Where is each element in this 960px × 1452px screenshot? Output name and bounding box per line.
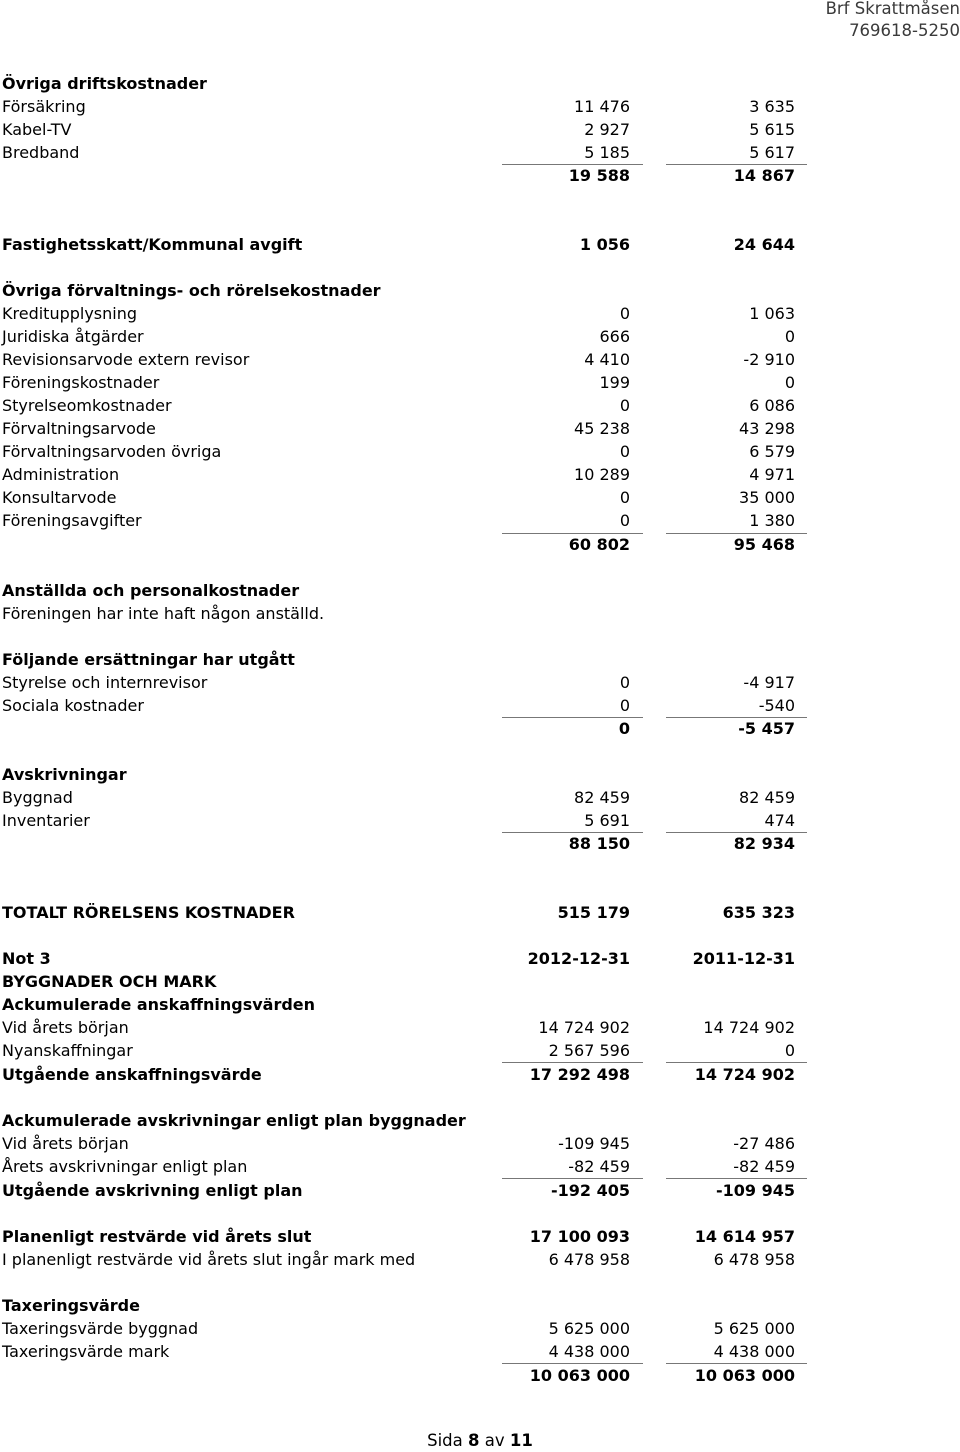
total-row: 10 063 000 10 063 000 [529, 1366, 795, 1385]
total-row: 88 150 82 934 [568, 834, 795, 853]
table-row: Förvaltningsarvode 45 238 43 298 [2, 419, 795, 438]
total-row: Utgående anskaffningsvärde 17 292 498 14 724 902 [2, 1065, 795, 1084]
section-heading: Ackumulerade anskaffningsvärden [2, 995, 316, 1014]
table-row: I planenligt restvärde vid årets slut ingår mark med 6 478 958 6 478 958 [2, 1250, 795, 1269]
table-row: Revisionsarvode extern revisor 4 410 -2 910 [2, 350, 795, 369]
section-heading: Ackumulerade avskrivningar enligt plan byggnader [2, 1111, 466, 1130]
table-row: Konsultarvode 0 35 000 [2, 488, 795, 507]
note-heading: BYGGNADER OCH MARK [2, 972, 217, 991]
table-row: Försäkring 11 476 3 635 [2, 97, 795, 116]
table-row: Kreditupplysning 0 1 063 [2, 304, 795, 323]
page-footer [0, 1430, 960, 1452]
table-row: Sociala kostnader 0 -540 [2, 696, 795, 715]
table-row: Bredband 5 185 5 617 [2, 143, 795, 162]
residual-row: Planenligt restvärde vid årets slut 17 100 093 14 614 957 [2, 1227, 795, 1246]
organization-number: 769618-5250 [849, 21, 960, 40]
total-row: 60 802 95 468 [568, 535, 795, 554]
table-row: Inventarier 5 691 474 [2, 811, 795, 830]
table-row: Styrelse och internrevisor 0 -4 917 [2, 673, 795, 692]
section-heading: Övriga driftskostnader [2, 74, 207, 93]
table-row: Administration 10 289 4 971 [2, 465, 795, 484]
table-row: Styrelseomkostnader 0 6 086 [2, 396, 795, 415]
section-heading: Taxeringsvärde [2, 1296, 140, 1315]
table-row: Vid årets början 14 724 902 14 724 902 [2, 1018, 795, 1037]
table-row: Förvaltningsarvoden övriga 0 6 579 [2, 442, 795, 461]
section-heading: Övriga förvaltnings- och rörelsekostnader [2, 281, 381, 300]
paragraph: Föreningen har inte haft någon anställd. [2, 604, 325, 623]
total-row: 0 -5 457 [618, 719, 795, 738]
page-label: Sida [427, 1431, 463, 1450]
section-heading: Avskrivningar [2, 765, 127, 784]
page-of-label: av [484, 1431, 505, 1450]
table-row: Byggnad 82 459 82 459 [2, 788, 795, 807]
table-row: Taxeringsvärde mark 4 438 000 4 438 000 [2, 1342, 795, 1361]
section-heading: Följande ersättningar har utgått [2, 650, 295, 669]
summary-row: Fastighetsskatt/Kommunal avgift 1 056 24 644 [2, 235, 795, 254]
table-row: Taxeringsvärde byggnad 5 625 000 5 625 000 [2, 1319, 795, 1338]
table-row: Föreningskostnader 199 0 [2, 373, 795, 392]
section-heading: Anställda och personalkostnader [2, 581, 300, 600]
table-row: Kabel-TV 2 927 5 615 [2, 120, 795, 139]
total-row: 19 588 14 867 [568, 166, 795, 185]
page-total: 11 [509, 1431, 533, 1450]
page-number: 8 [468, 1431, 480, 1450]
table-row: Juridiska åtgärder 666 0 [2, 327, 795, 346]
table-row: Vid årets början -109 945 -27 486 [2, 1134, 795, 1153]
grand-total-row: TOTALT RÖRELSENS KOSTNADER 515 179 635 323 [2, 903, 795, 922]
table-row: Årets avskrivningar enligt plan -82 459 -82 459 [2, 1157, 795, 1176]
table-row: Föreningsavgifter 0 1 380 [2, 511, 795, 530]
organization-name: Brf Skrattmåsen [825, 0, 960, 18]
table-row: Nyanskaffningar 2 567 596 0 [2, 1041, 795, 1060]
note-header: Not 3 2012-12-31 2011-12-31 [2, 949, 795, 968]
document-header [826, 0, 960, 42]
total-row: Utgående avskrivning enligt plan -192 405 -109 945 [2, 1181, 795, 1200]
